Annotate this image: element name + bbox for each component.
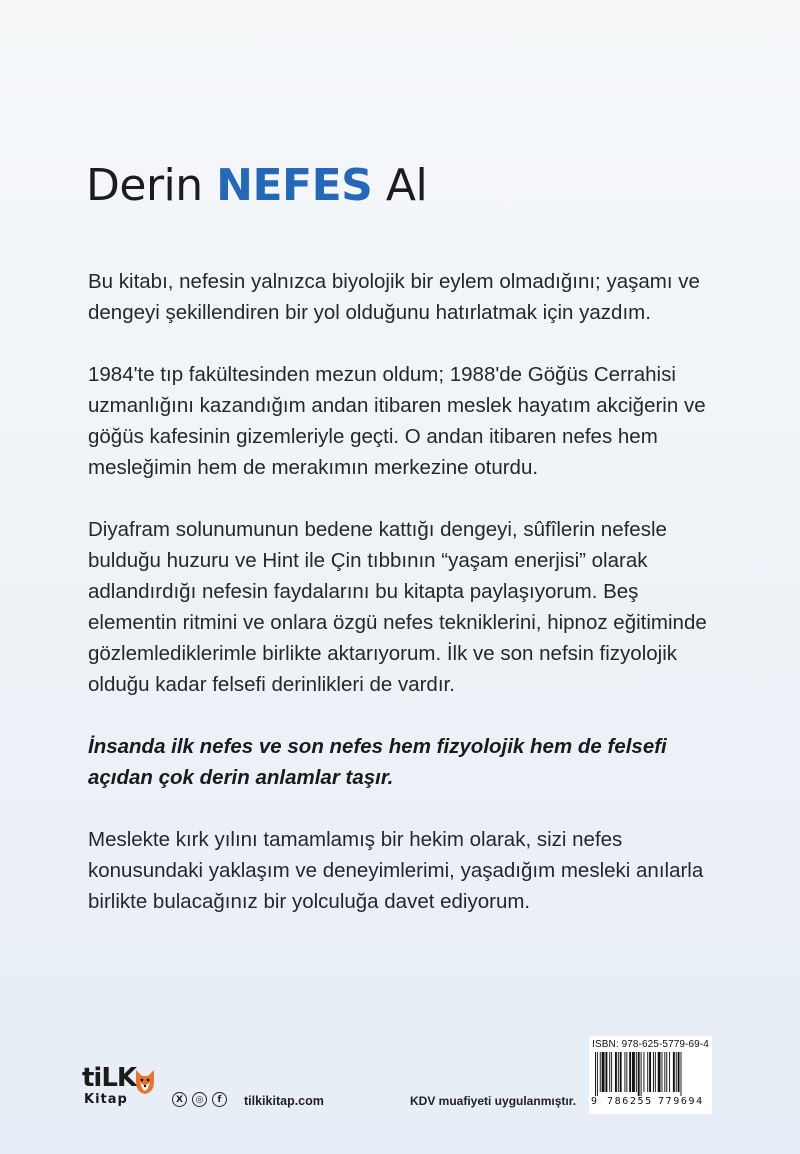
barcode-bar	[653, 1052, 654, 1092]
fox-icon	[132, 1066, 158, 1096]
logo-wordmark: tiLK	[82, 1063, 137, 1093]
paragraph-content: Diyafram solunumunun bedene kattığı dengeyi, sûfîlerin nefesle bulduğu huzuru ve Hint ile Çin tıbbının “yaşam enerjisi” olarak adlandırdığı nefesin faydalarını bu kitapta paylaşıyorum. Beş elementin ritmini ve onlara özgü nefes tekniklerini, hipnoz eğitiminde gözlemlediklerimle birlikte aktarıyorum. İlk ve son nefsin fizyolojik olduğu kadar felsefi derinlikleri de vardır.	[88, 518, 707, 696]
isbn-label: ISBN: 978-625-5779-69-4	[592, 1039, 709, 1050]
title-word-nefes: NEFES	[216, 160, 373, 211]
title-word-derin: Derin	[86, 160, 203, 211]
paragraph-invitation: Meslekte kırk yılını tamamlamış bir hekim olarak, sizi nefes konusundaki yaklaşım ve deneyimlerimi, yaşadığım mesleki anılarla birlikte bulacağınız bir yolculuğa davet ediyorum.	[88, 828, 704, 913]
barcode-bar	[658, 1052, 661, 1092]
page-title	[86, 160, 427, 211]
isbn-barcode	[589, 1036, 712, 1114]
barcode-bar	[664, 1052, 665, 1092]
barcode-bar	[666, 1052, 667, 1092]
instagram-icon[interactable]: ◎	[192, 1092, 207, 1107]
barcode-bar	[676, 1052, 677, 1092]
facebook-icon[interactable]: f	[212, 1092, 227, 1107]
footer	[0, 1040, 800, 1140]
publisher-logo	[82, 1064, 158, 1116]
barcode-bar	[673, 1052, 675, 1092]
barcode-digits-left: 786255	[607, 1096, 653, 1107]
barcode-bar	[636, 1052, 637, 1092]
barcode-bar	[655, 1052, 656, 1092]
paragraph-emphasis: İnsanda ilk nefes ve son nefes hem fizyolojik hem de felsefi açıdan çok derin anlamlar taşır.	[88, 735, 667, 789]
barcode-bar	[662, 1052, 663, 1092]
barcode-bar	[647, 1052, 648, 1092]
barcode-bar	[626, 1052, 627, 1092]
social-links	[172, 1092, 227, 1107]
back-cover-text	[88, 266, 728, 948]
x-icon[interactable]: X	[172, 1092, 187, 1107]
barcode-bar	[629, 1052, 631, 1092]
vat-note: KDV muafiyeti uygulanmıştır.	[410, 1094, 577, 1108]
website-link[interactable]: tilkikitap.com	[244, 1094, 324, 1108]
logo-subtitle: Kitap	[84, 1092, 128, 1107]
barcode-digit-first: 9	[591, 1096, 598, 1107]
barcode-bar	[678, 1052, 680, 1092]
barcode-digits-right: 779694	[658, 1096, 704, 1107]
barcode-bar	[641, 1052, 642, 1096]
barcode-bar	[643, 1052, 644, 1092]
barcode-bar	[649, 1052, 651, 1092]
barcode-bar	[600, 1052, 601, 1092]
barcode-bar	[632, 1052, 635, 1092]
barcode-bar	[597, 1052, 598, 1096]
barcode-bar	[605, 1052, 607, 1092]
barcode-bar	[638, 1052, 640, 1096]
barcode-bar	[595, 1052, 596, 1096]
barcode-bar	[620, 1052, 622, 1092]
barcode-bar	[615, 1052, 617, 1092]
barcode-bar	[618, 1052, 619, 1092]
barcode-bar	[669, 1052, 670, 1092]
paragraph-intro: Bu kitabı, nefesin yalnızca biyolojik bir eylem olmadığını; yaşamı ve dengeyi şekillendiren bir yol olduğunu hatırlatmak için yazdım.	[88, 270, 700, 324]
barcode-bars	[595, 1052, 706, 1096]
barcode-bar	[681, 1052, 682, 1096]
title-word-al: Al	[385, 160, 428, 211]
barcode-bar	[609, 1052, 610, 1092]
paragraph-career: 1984'te tıp fakültesinden mezun oldum; 1988'de Göğüs Cerrahisi uzmanlığını kazandığım andan itibaren meslek hayatım akciğerin ve göğüs kafesinin gizemleriyle geçti. O andan itibaren nefes hem mesleğimin hem de merakımın merkezine oturdu.	[88, 363, 706, 479]
barcode-bar	[624, 1052, 625, 1092]
barcode-bar	[611, 1052, 612, 1092]
barcode-bar	[602, 1052, 605, 1092]
